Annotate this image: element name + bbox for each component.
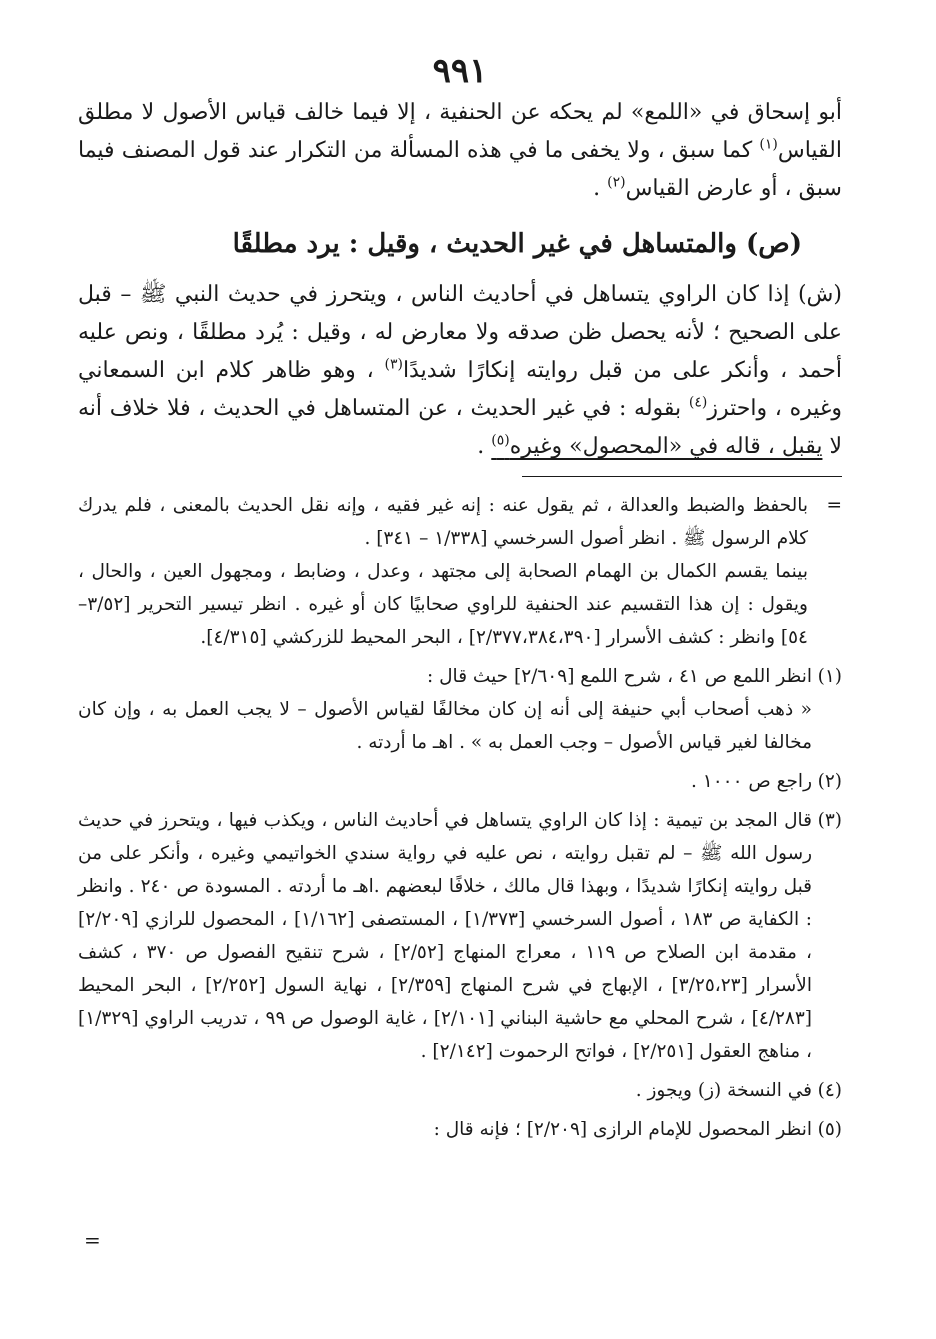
section-heading: (ص) والمتساهل في غير الحديث ، وقيل : يرد مطلقًا xyxy=(232,229,802,259)
footnote-5 xyxy=(78,1113,842,1146)
footnote-4 xyxy=(78,1074,842,1107)
footnote-divider xyxy=(522,476,842,477)
footnote-continuation-text-1: بالحفظ والضبط والعدالة ، ثم يقول عنه : إنه غير فقيه ، وإنه نقل الحديث بالمعنى ، فلم يدرك كلام الرسول ﷺ . انظر أصول السرخسي [١/٣٣٨ – ٣٤١] . xyxy=(78,495,808,549)
footnote-5-number: (٥) xyxy=(817,1119,842,1140)
footnote-ref-1[interactable]: (١) xyxy=(759,136,778,153)
footnote-3 xyxy=(78,804,842,1068)
footnote-continuation-2 xyxy=(78,555,842,654)
footnote-3-text: قال المجد بن تيمية : إذا كان الراوي يتساهل في أحاديث الناس ، ويكذب فيها ، ويتحرز في حديث رسول الله ﷺ – لم تقبل روايته ، نص عليه في رواية سندي الخواتيمي وغيره ، وأنكر على من قبل روايته إنكارًا شديدًا ، وبهذا قال مالك ، خلافًا لبعضهم .اهـ ما أردته . المسودة ص ٢٤٠ . وانظر : الكفاية ص ١٨٣ ، أصول السرخسي [١/٣٧٣] ، المستصفى [١/١٦٢] ، المحصول للرازي [٢/٢٠٩] ، مقدمة ابن الصلاح ص ١١٩ ، معراج المنهاج [٢/٥٢] ، شرح تنقيح الفصول ص ٣٧٠ ، كشف الأسرار [٣/٢٥،٢٣] ، الإبهاج في شرح المنهاج [٢/٣٥٩] ، نهاية السول [٢/٢٥٢] ، البحر المحيط [٤/٢٨٣] ، شرح المحلي مع حاشية البناني [٢/١٠١] ، غاية الوصول ص ٩٩ ، تدريب الراوي [١/٣٢٩] ، مناهج العقول [٢/٢٥١] ، فواتح الرحموت [٢/١٤٢] . xyxy=(78,810,813,1062)
footnote-ref-4[interactable]: (٤) xyxy=(688,394,708,411)
footnote-4-number: (٤) xyxy=(817,1080,842,1101)
main-text xyxy=(78,94,842,466)
paragraph-1-text-a: أبو إسحاق في «اللمع» لم يحكه عن الحنفية ، إلا فيما خالف قياس الأصول لا مطلق القياس xyxy=(78,100,842,163)
footnote-2-number: (٢) xyxy=(817,771,842,792)
footnote-3-number: (٣) xyxy=(817,810,842,831)
footnote-2 xyxy=(78,765,842,798)
paragraph-1-text-b: كما سبق ، ولا يخفى ما في هذه المسألة من التكرار عند قول المصنف فيما سبق ، أو عارض القياس xyxy=(78,138,842,201)
footnote-4-text: في النسخة (ز) ويجوز . xyxy=(635,1080,812,1101)
footnote-continuation-text-2: بينما يقسم الكمال بن الهمام الصحابة إلى مجتهد ، وعدل ، وضابط ، ومجهول العين ، والحال ، ويقول : إن هذا التقسيم عند الحنفية للراوي صحابيًا كان أو غيره . انظر تيسير التحرير [٣/٥٢– ٥٤] وانظر : كشف الأسرار [٢/٣٧٧،٣٨٤،٣٩٠] ، البحر المحيط للزركشي [٤/٣١٥]. xyxy=(78,561,808,648)
paragraph-2-text-b: ، وهو ظاهر كلام ابن السمعاني وغيره ، واحترز xyxy=(78,358,843,421)
paragraph-2-text-e: . xyxy=(477,434,492,459)
paragraph-2-text-c: بقوله : في غير الحديث ، عن المتساهل في الحديث ، فلا خلاف أنه لا xyxy=(78,396,842,459)
footnote-2-text: راجع ص ١٠٠٠ . xyxy=(691,771,812,792)
paragraph-2-underlined xyxy=(491,434,822,459)
footnote-ref-5[interactable]: (٥) xyxy=(491,432,510,449)
footnote-ref-2[interactable]: (٢) xyxy=(607,174,626,191)
paragraph-1-text-c: . xyxy=(593,176,608,201)
paragraph-2-text-a: (ش) إذا كان الراوي يتساهل في أحاديث الناس ، ويتحرز في حديث النبي ﷺ – قبل على الصحيح ؛ لأنه يحصل ظن صدقه ولا معارض له ، وقيل : يُرد مطلقًا ، ونص عليه أحمد ، وأنكر على من قبل روايته إنكارًا شديدًا xyxy=(78,282,842,383)
footnote-1-quote-text: « ذهب أصحاب أبي حنيفة إلى أنه إن كان مخالفًا لقياس الأصول – لا يجب العمل به ، وإن كان مخالفا لغير قياس الأصول – وجب العمل به » . اهـ ما أردته . xyxy=(78,699,812,753)
paragraph-1 xyxy=(78,94,842,208)
footnote-1 xyxy=(78,660,842,693)
footnote-1-quote xyxy=(78,693,842,759)
continues-mark: = xyxy=(84,1228,101,1252)
footnote-ref-3[interactable]: (٣) xyxy=(384,356,403,373)
continuation-mark: = xyxy=(826,495,842,516)
footnotes xyxy=(78,489,842,1146)
footnote-5-text: انظر المحصول للإمام الرازى [٢/٢٠٩] ؛ فإنه قال : xyxy=(433,1119,812,1140)
paragraph-2-text-d: يقبل ، قاله في «المحصول» وغيره xyxy=(509,434,823,459)
paragraph-2 xyxy=(78,276,842,466)
page-number: ٩٩١ xyxy=(432,51,488,91)
footnote-continuation-1 xyxy=(78,489,842,555)
footnote-1-text: انظر اللمع ص ٤١ ، شرح اللمع [٢/٦٠٩] حيث قال : xyxy=(427,666,812,687)
footnote-1-number: (١) xyxy=(817,666,842,687)
